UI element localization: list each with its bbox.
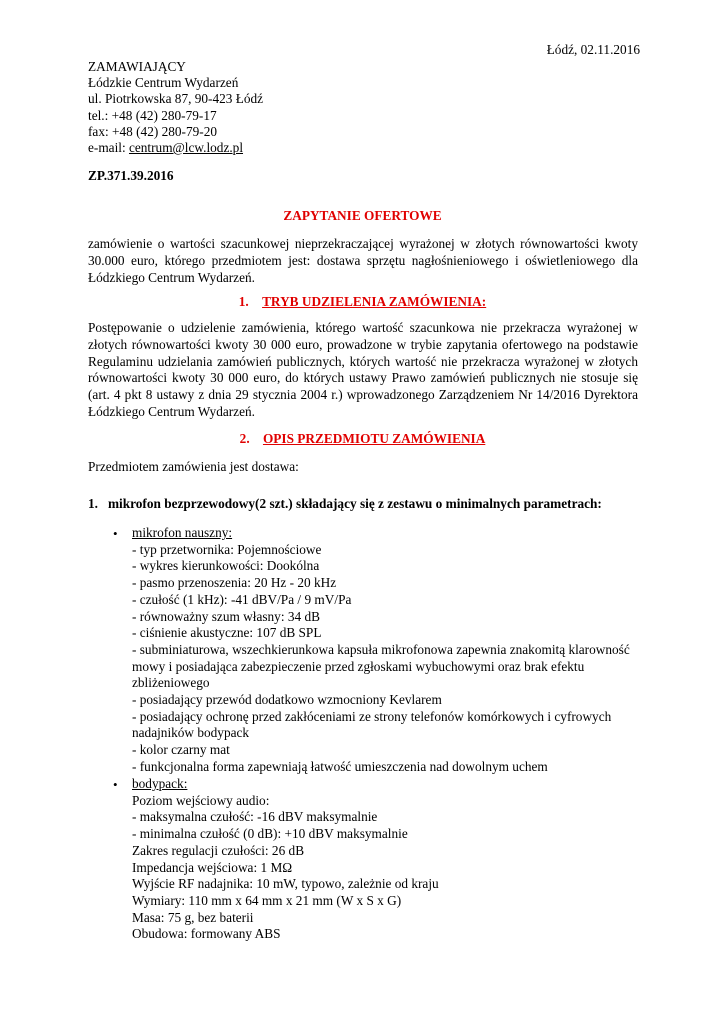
section2-number: 2.: [239, 431, 250, 446]
list-item: mowy i posiadająca zabezpieczenie przed zgłoskami wybuchowymi oraz brak efektu: [132, 658, 585, 674]
list-item: - wykres kierunkowości: Dookólna: [132, 558, 320, 574]
sender-email-link[interactable]: centrum@lcw.lodz.pl: [128, 140, 244, 156]
list-item: - funkcjonalna forma zapewniają łatwość umieszczenia nad dowolnym uchem: [132, 758, 548, 774]
list-item: Zakres regulacji czułości: 26 dB: [132, 842, 305, 858]
list-item: - pasmo przenoszenia: 20 Hz - 20 kHz: [132, 575, 337, 591]
list-item: - posiadający przewód dodatkowo wzmocniony Kevlarem: [132, 692, 442, 708]
list-item: - kolor czarny mat: [132, 742, 230, 758]
list-item: - minimalna czułość (0 dB): +10 dBV maksymalnie: [132, 826, 408, 842]
list-item: Wymiary: 110 mm x 64 mm x 21 mm (W x S x G): [132, 892, 402, 908]
sender-email-label: e-mail:: [88, 140, 129, 156]
reference-number: ZP.371.39.2016: [88, 168, 174, 183]
list-item: - typ przetwornika: Pojemnościowe: [132, 541, 322, 557]
list-item: Impedancja wejściowa: 1 MΩ: [132, 859, 293, 875]
sender-email-line: [88, 140, 263, 156]
bodypack-block: [132, 776, 632, 943]
bullet-icon: •: [113, 777, 118, 792]
list-item: - posiadający ochronę przed zakłóceniami ze strony telefonów komórkowych i cyfrowych: [132, 708, 612, 724]
sender-tel: tel.: +48 (42) 280-79-17: [88, 107, 217, 123]
section2-lead: Przedmiotem zamówienia jest dostawa:: [88, 459, 299, 474]
list-item: nadajników bodypack: [132, 725, 250, 741]
item1-heading: 1. mikrofon bezprzewodowy(2 szt.) składający się z zestawu o minimalnych parametrach:: [88, 496, 602, 511]
list-item: Masa: 75 g, bez baterii: [132, 909, 254, 925]
microphone-block: [132, 525, 632, 776]
list-item: zbliżeniowego: [132, 675, 210, 691]
list-item: - subminiaturowa, wszechkierunkowa kapsuła mikrofonowa zapewnia znakomitą klarowność: [132, 641, 630, 657]
section2-title: OPIS PRZEDMIOTU ZAMÓWIENIA: [262, 431, 486, 446]
list-item: Poziom wejściowy audio:: [132, 792, 270, 808]
section1-title: TRYB UDZIELENIA ZAMÓWIENIA:: [262, 294, 487, 309]
document-date: Łódź, 02.11.2016: [546, 42, 640, 57]
list-item: Wyjście RF nadajnika: 10 mW, typowo, zależnie od kraju: [132, 876, 439, 892]
section1-number: 1.: [238, 294, 249, 309]
section1-paragraph: Postępowanie o udzielenie zamówienia, którego wartość szacunkowa nie przekracza wyrażonej w złotych równowartości kwoty 30 000 euro, prowadzone w trybie zapytania ofertowego na podstawie Regulaminu udzielania zamówień publicznych, których wartość nie przekracza wyrażonej w złotych równowartości kwoty 30 000 euro, do których ustawy Prawo zamówień publicznych nie stosuje się (art. 4 pkt 8 ustawy z dnia 29 stycznia 2004 r.) wprowadzonego Zarządzeniem Nr 14/2016 Dyrektora Łódzkiego Centrum Wydarzeń.: [88, 320, 638, 419]
section2-heading: [0, 431, 725, 447]
sender-fax: fax: +48 (42) 280-79-20: [88, 123, 217, 139]
section1-heading: [0, 294, 725, 310]
list-item: - równoważny szum własny: 34 dB: [132, 608, 320, 624]
document-title: ZAPYTANIE OFERTOWE: [283, 208, 442, 223]
list-item: - czułość (1 kHz): -41 dBV/Pa / 9 mV/Pa: [132, 591, 352, 607]
bodypack-heading: bodypack:: [132, 776, 188, 791]
microphone-heading: mikrofon nauszny:: [132, 525, 233, 540]
intro-paragraph: zamówienie o wartości szacunkowej nieprzekraczającej wyrażonej w złotych równowartości kwoty 30.000 euro, którego przedmiotem jest: dostawa sprzętu nagłośnieniowego i oświetleniowego dla Łódzkiego Centrum Wydarzeń.: [88, 236, 638, 285]
list-item: - ciśnienie akustyczne: 107 dB SPL: [132, 625, 322, 641]
bullet-icon: •: [113, 526, 118, 541]
sender-block: [88, 59, 263, 156]
list-item: Obudowa: formowany ABS: [132, 926, 281, 942]
sender-role: ZAMAWIAJĄCY: [88, 59, 186, 74]
list-item: - maksymalna czułość: -16 dBV maksymalnie: [132, 809, 378, 825]
sender-address: ul. Piotrkowska 87, 90-423 Łódź: [88, 91, 264, 107]
sender-name: Łódzkie Centrum Wydarzeń: [88, 75, 239, 91]
